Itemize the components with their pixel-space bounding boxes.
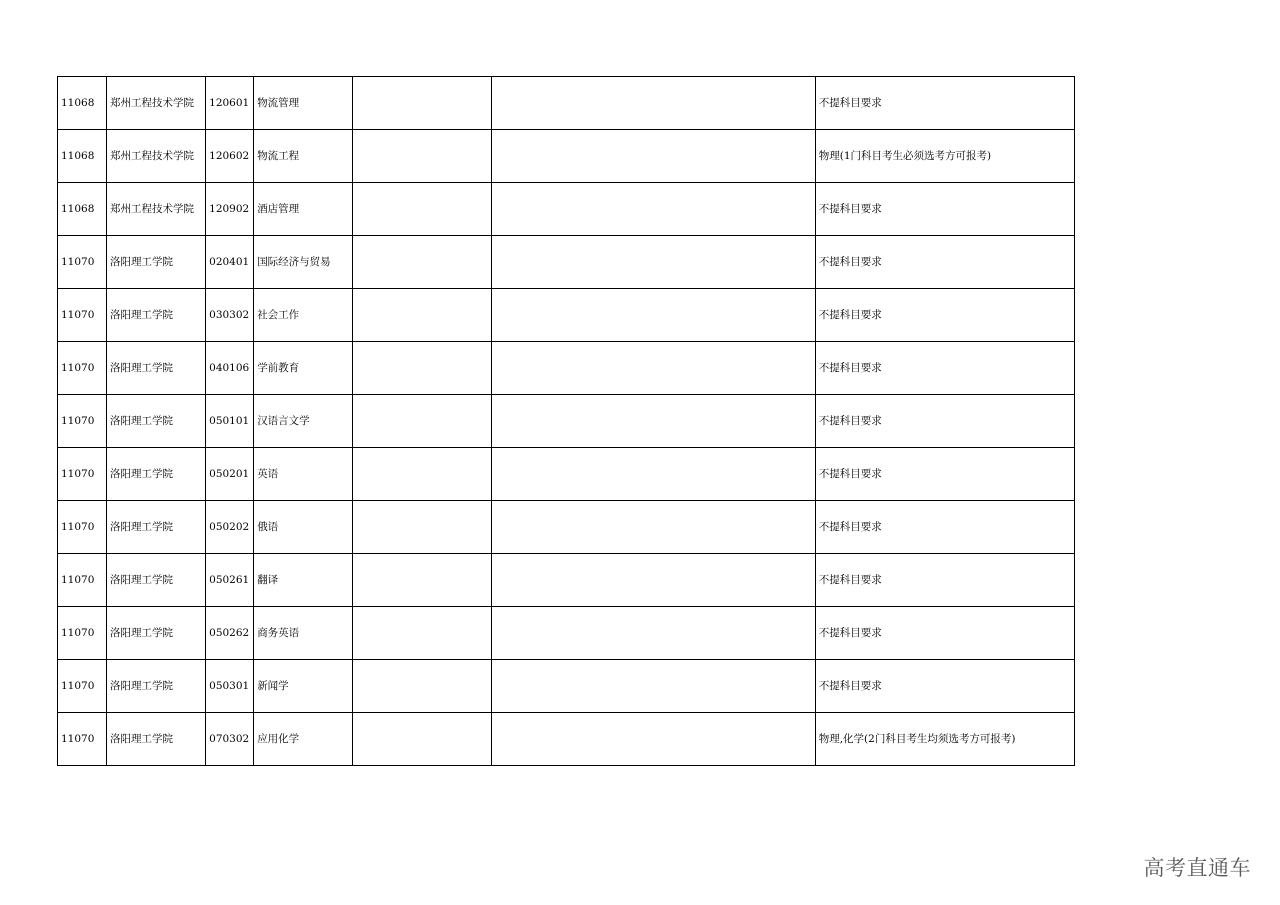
major-code-cell: 050201	[206, 448, 254, 501]
table-row	[58, 342, 1075, 395]
empty-cell	[492, 713, 815, 766]
major-name-cell: 商务英语	[254, 607, 353, 660]
subject-requirement-cell: 不提科目要求	[815, 289, 1074, 342]
major-code-cell: 120602	[206, 130, 254, 183]
table-row	[58, 607, 1075, 660]
empty-cell	[492, 554, 815, 607]
major-code-cell: 040106	[206, 342, 254, 395]
empty-cell	[353, 130, 492, 183]
empty-cell	[353, 713, 492, 766]
school-name-cell: 洛阳理工学院	[107, 501, 206, 554]
school-code-cell: 11068	[58, 77, 107, 130]
school-code-cell: 11068	[58, 183, 107, 236]
school-name-cell: 洛阳理工学院	[107, 395, 206, 448]
major-name-cell: 社会工作	[254, 289, 353, 342]
subject-requirement-cell: 不提科目要求	[815, 236, 1074, 289]
empty-cell	[492, 130, 815, 183]
empty-cell	[353, 448, 492, 501]
admission-requirements-table	[57, 76, 1075, 766]
school-code-cell: 11070	[58, 342, 107, 395]
major-name-cell: 汉语言文学	[254, 395, 353, 448]
empty-cell	[492, 183, 815, 236]
table-row	[58, 183, 1075, 236]
empty-cell	[353, 395, 492, 448]
school-code-cell: 11070	[58, 236, 107, 289]
subject-requirement-cell: 物理(1门科目考生必须选考方可报考)	[815, 130, 1074, 183]
school-name-cell: 洛阳理工学院	[107, 236, 206, 289]
school-code-cell: 11070	[58, 554, 107, 607]
school-code-cell: 11070	[58, 448, 107, 501]
school-code-cell: 11070	[58, 501, 107, 554]
major-code-cell: 120902	[206, 183, 254, 236]
table-row	[58, 501, 1075, 554]
subject-requirement-cell: 物理,化学(2门科目考生均须选考方可报考)	[815, 713, 1074, 766]
table-row	[58, 289, 1075, 342]
table-row	[58, 77, 1075, 130]
empty-cell	[353, 342, 492, 395]
table-body	[58, 77, 1075, 766]
school-name-cell: 洛阳理工学院	[107, 448, 206, 501]
major-code-cell: 020401	[206, 236, 254, 289]
school-code-cell: 11070	[58, 713, 107, 766]
school-name-cell: 洛阳理工学院	[107, 289, 206, 342]
school-name-cell: 洛阳理工学院	[107, 713, 206, 766]
school-name-cell: 洛阳理工学院	[107, 554, 206, 607]
major-code-cell: 050262	[206, 607, 254, 660]
empty-cell	[353, 607, 492, 660]
empty-cell	[492, 607, 815, 660]
major-name-cell: 翻译	[254, 554, 353, 607]
school-code-cell: 11070	[58, 607, 107, 660]
table-row	[58, 130, 1075, 183]
subject-requirement-cell: 不提科目要求	[815, 183, 1074, 236]
table-row	[58, 660, 1075, 713]
table-row	[58, 713, 1075, 766]
empty-cell	[353, 660, 492, 713]
school-code-cell: 11070	[58, 660, 107, 713]
table-row	[58, 554, 1075, 607]
subject-requirement-cell: 不提科目要求	[815, 607, 1074, 660]
major-name-cell: 国际经济与贸易	[254, 236, 353, 289]
table-row	[58, 448, 1075, 501]
empty-cell	[353, 183, 492, 236]
empty-cell	[353, 501, 492, 554]
empty-cell	[492, 395, 815, 448]
subject-requirement-cell: 不提科目要求	[815, 554, 1074, 607]
empty-cell	[492, 448, 815, 501]
major-name-cell: 英语	[254, 448, 353, 501]
major-code-cell: 120601	[206, 77, 254, 130]
major-name-cell: 酒店管理	[254, 183, 353, 236]
subject-requirement-cell: 不提科目要求	[815, 395, 1074, 448]
subject-requirement-cell: 不提科目要求	[815, 501, 1074, 554]
empty-cell	[492, 501, 815, 554]
school-name-cell: 洛阳理工学院	[107, 660, 206, 713]
school-name-cell: 洛阳理工学院	[107, 342, 206, 395]
major-name-cell: 应用化学	[254, 713, 353, 766]
major-name-cell: 学前教育	[254, 342, 353, 395]
major-name-cell: 物流管理	[254, 77, 353, 130]
major-code-cell: 050261	[206, 554, 254, 607]
major-code-cell: 050101	[206, 395, 254, 448]
major-code-cell: 050301	[206, 660, 254, 713]
table-row	[58, 395, 1075, 448]
major-name-cell: 新闻学	[254, 660, 353, 713]
empty-cell	[492, 660, 815, 713]
empty-cell	[353, 289, 492, 342]
subject-requirement-cell: 不提科目要求	[815, 77, 1074, 130]
major-code-cell: 070302	[206, 713, 254, 766]
empty-cell	[492, 342, 815, 395]
major-code-cell: 050202	[206, 501, 254, 554]
table-row	[58, 236, 1075, 289]
school-code-cell: 11068	[58, 130, 107, 183]
watermark-text: 高考直通车	[1143, 856, 1251, 880]
empty-cell	[492, 236, 815, 289]
empty-cell	[353, 554, 492, 607]
empty-cell	[353, 236, 492, 289]
subject-requirement-cell: 不提科目要求	[815, 660, 1074, 713]
subject-requirement-cell: 不提科目要求	[815, 448, 1074, 501]
major-name-cell: 物流工程	[254, 130, 353, 183]
empty-cell	[492, 77, 815, 130]
major-code-cell: 030302	[206, 289, 254, 342]
major-name-cell: 俄语	[254, 501, 353, 554]
school-name-cell: 郑州工程技术学院	[107, 77, 206, 130]
empty-cell	[492, 289, 815, 342]
school-name-cell: 郑州工程技术学院	[107, 183, 206, 236]
subject-requirement-cell: 不提科目要求	[815, 342, 1074, 395]
school-name-cell: 洛阳理工学院	[107, 607, 206, 660]
school-name-cell: 郑州工程技术学院	[107, 130, 206, 183]
school-code-cell: 11070	[58, 289, 107, 342]
school-code-cell: 11070	[58, 395, 107, 448]
empty-cell	[353, 77, 492, 130]
